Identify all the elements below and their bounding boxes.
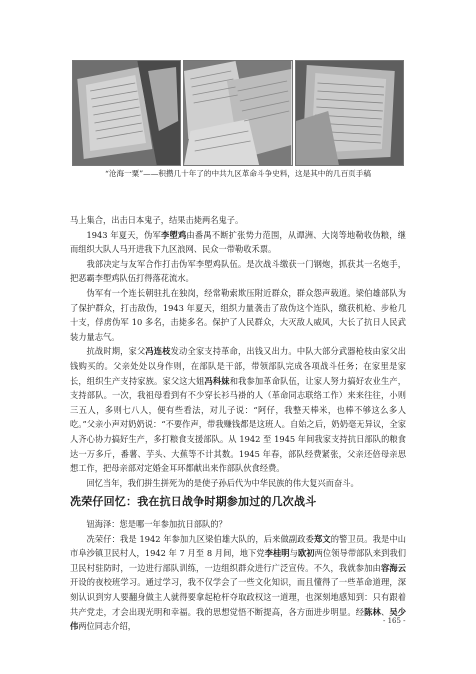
text-run: 伪军有一个连长朝驻扎在独岗，经常勒索欺压附近群众，群众怨声载道。梁伯雄部队为了保护群众，打击敌伪，1943 年夏天，组织力量袭击了敌伪这个连队，缴获机枪、步枪几十支，俘虏伪军 10 多名，击毙多名。保护了人民群众，大灭敌人威风，大长了抗日人民武装力量志气。 — [70, 287, 406, 342]
bold-name: 李塱鸡 — [161, 229, 187, 240]
photo-row — [72, 60, 404, 164]
bold-name: 吴少伟 — [70, 606, 407, 632]
text-run: 、 — [380, 606, 390, 617]
interview-paragraph — [70, 517, 406, 532]
text-run: 的警卫员。我是中山市阜沙镇卫民村人，1942 年 7 月至 8 月间，地下党 — [70, 533, 406, 559]
manuscript-stack-photo — [72, 60, 181, 166]
text-run: 和我参加革命队伍，让家人努力搞好农业生产，支持部队。一次，我祖母看到有不少穿长衫马褂的人（革命同志联络工作）来来往往，小则三五人，多则七八人，便有些看法，对儿子说：“阿仔，我整天棒米，也棒不够这么多人吃。”父亲小声对奶奶说：“不要作声，带我赚钱都是这班人。自始之后，奶奶毫无异议，全家人齐心协力搞好生产，多打粮食支援部队。从 1942 至 1945 年间我家支持抗日部队的粮食达一万多斤，番薯、芋头、大蕉等不计其数。1945 年春，部队经费紧张，父亲还倍母亲思想工作，把母亲部对定婚金耳环都献出来作部队伙食经费。 — [70, 375, 407, 474]
bold-name: 容海云 — [380, 562, 407, 573]
text-run: 1943 年夏天，伪军 — [86, 229, 162, 240]
article-body — [70, 213, 406, 490]
body-paragraph — [70, 257, 406, 286]
text-run: 两位领导带部队来到我们卫民村驻防时，一边进行部队训练，一边组织群众进行广泛宣传。不久，我就参加由 — [70, 548, 407, 573]
text-run: 发动全家支持革命，出钱又出力。中队大部分武器枪枝由家父出钱购买的。父亲处处以身作则，在部队是干部，带领部队完成各项战斗任务；在家里是家长，组织生产支持家族。家父这大姐 — [70, 346, 407, 386]
text-run: 钮海泽：您是哪一年参加抗日部队的？ — [86, 519, 227, 529]
text-run: 回忆当年，我们拼生拼死为的是使子孙后代为中华民族的伟大复兴而奋斗。 — [86, 477, 359, 488]
text-run: 我部决定与友军合作打击伪军李塱鸡队伍。是次战斗缴获一门钢炮，抓获其一名炮手，把恶霸李塱鸡队伍打得落花流水。 — [70, 258, 406, 284]
interview-paragraph — [70, 532, 406, 634]
text-run: 由番禺不断扩张势力范围，从谭洲、大岗等地勒收伪粮，继而组织大队人马开进我下九区浪网、民众一带勒收禾票。 — [70, 229, 407, 255]
bold-name: 李桂明 — [264, 548, 290, 559]
bold-name: 冯科妹 — [204, 375, 230, 386]
photo-caption: “沧海一粟”——积攒几十年了的中共九区革命斗争史料，这是其中的几百页手稿 — [105, 169, 371, 178]
body-paragraph — [70, 344, 406, 475]
body-paragraph — [70, 476, 406, 491]
text-run: 开设的夜校班学习。通过学习，我不仅学会了一些文化知识，而且懂得了一些革命道理，深刻认识到穷人要翻身做主人就得要拿起枪杆夺取政权这一道理，也深刻地感知到：只有跟着共产党走，才会出现光明和幸福。我的思想觉悟不断提高，各方面进步明显。经 — [70, 577, 406, 617]
body-paragraph — [70, 213, 406, 228]
text-run: 与 — [289, 548, 298, 559]
bold-name: 欧初 — [297, 548, 315, 559]
text-run: 抗战时期，家父 — [86, 346, 146, 357]
manuscript-bundle-photo — [295, 60, 404, 166]
body-paragraph — [70, 286, 406, 344]
bold-name: 陈林 — [364, 606, 381, 617]
text-run: 两位同志介绍， — [78, 621, 136, 632]
body-paragraph — [70, 228, 406, 257]
text-run: 马上集合，出击日本鬼子，结果击毙两名鬼子。 — [70, 215, 244, 225]
bold-name: 冯连枝 — [145, 346, 171, 357]
interview-body — [70, 517, 406, 634]
section-title: 冼荣仔回忆：我在抗日战争时期参加过的几次战斗 — [70, 495, 317, 508]
bold-name: 郑文 — [314, 533, 331, 544]
page-number: - 165 - — [383, 617, 406, 625]
text-run: 冼荣仔：我是 1942 年参加九区梁伯雄大队的，后来做副政委 — [86, 533, 314, 544]
manuscript-pages-photo — [183, 60, 292, 166]
